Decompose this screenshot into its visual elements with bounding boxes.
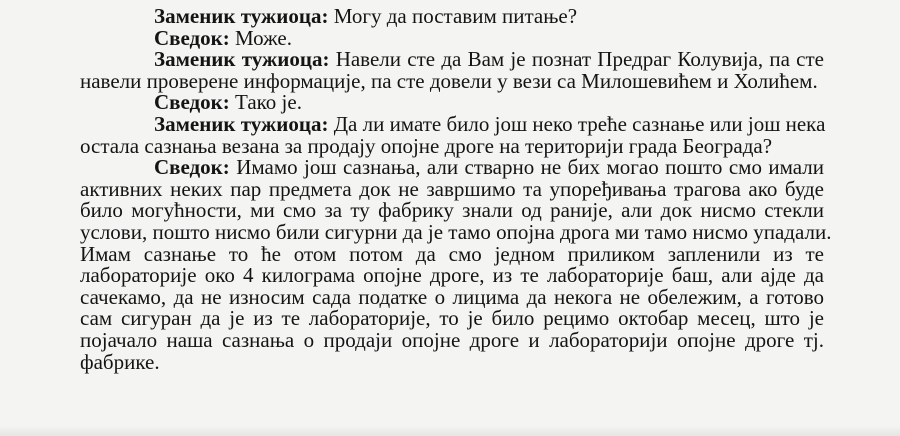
text-line: лабораторије око 4 килограма опојне дроге, из те лабораторије баш, али ајде да <box>80 263 824 288</box>
transcript-paragraph <box>6 25 824 50</box>
speech-text: Да ли имате било још неко треће сазнање или још нека <box>333 111 826 136</box>
speaker-label: Сведок: <box>154 155 230 180</box>
text-line: било могућности, ми смо за ту фабрику знали од раније, али док нисмо стекли <box>80 198 824 223</box>
text-line <box>6 49 824 71</box>
transcript-paragraph <box>6 155 832 374</box>
text-line: остала сазнања везана за продају опојне дроге на територији града Београда? <box>80 133 773 158</box>
transcript-paragraph <box>6 92 824 114</box>
transcript-paragraph <box>6 111 826 158</box>
cut-off-top-line <box>0 0 900 3</box>
text-line <box>6 92 824 114</box>
page-bottom-shadow <box>0 426 900 436</box>
text-line: појачало наша сазнања о продаји опојне дроге и лабораторији опојне дроге тј. <box>80 327 824 352</box>
speech-text: Имамо још сазнања, али стварно не бих могао пошто смо имали <box>236 155 824 180</box>
speaker-label: Заменик тужиоца: <box>154 47 330 72</box>
text-line: услови, пошто нисмо били сигурни да је тамо опојна дрога ми тамо нисмо упадали. <box>80 219 832 244</box>
transcript-paragraph <box>6 49 824 92</box>
text-line: сам сигуран да је из те лабораторије, то је било рецимо октобар месец, што је <box>80 306 824 331</box>
text-line: сачекамо, да не износим сада податке о лицима да некога не обележим, а готово <box>80 284 824 309</box>
text-line: фабрике. <box>80 349 160 374</box>
transcript-paragraph <box>6 6 824 28</box>
text-line: навели проверене информације, па сте довели у вези са Милошевићем и Холићем. <box>80 68 818 93</box>
transcript-body <box>6 4 832 374</box>
text-line <box>6 157 824 179</box>
speech-text: Навели сте да Вам је познат Предраг Колувија, па сте <box>335 47 824 72</box>
speech-text: Може. <box>235 25 292 50</box>
speaker-label: Заменик тужиоца: <box>154 111 329 136</box>
speech-text: Тако је. <box>235 90 302 115</box>
text-line: Имам сазнање то ће отом потом да смо једном приликом запленили из те <box>80 241 824 266</box>
speaker-label: Заменик тужиоца: <box>154 4 329 28</box>
speech-text: Могу да поставим питање? <box>333 4 578 28</box>
speaker-label: Сведок: <box>154 25 230 50</box>
text-line <box>6 111 826 136</box>
speaker-label: Сведок: <box>154 90 230 115</box>
text-line <box>6 25 824 50</box>
text-line <box>6 6 824 28</box>
text-line: активних неких пар предмета док не завршимо та упоређивања трагова ако буде <box>80 176 824 201</box>
